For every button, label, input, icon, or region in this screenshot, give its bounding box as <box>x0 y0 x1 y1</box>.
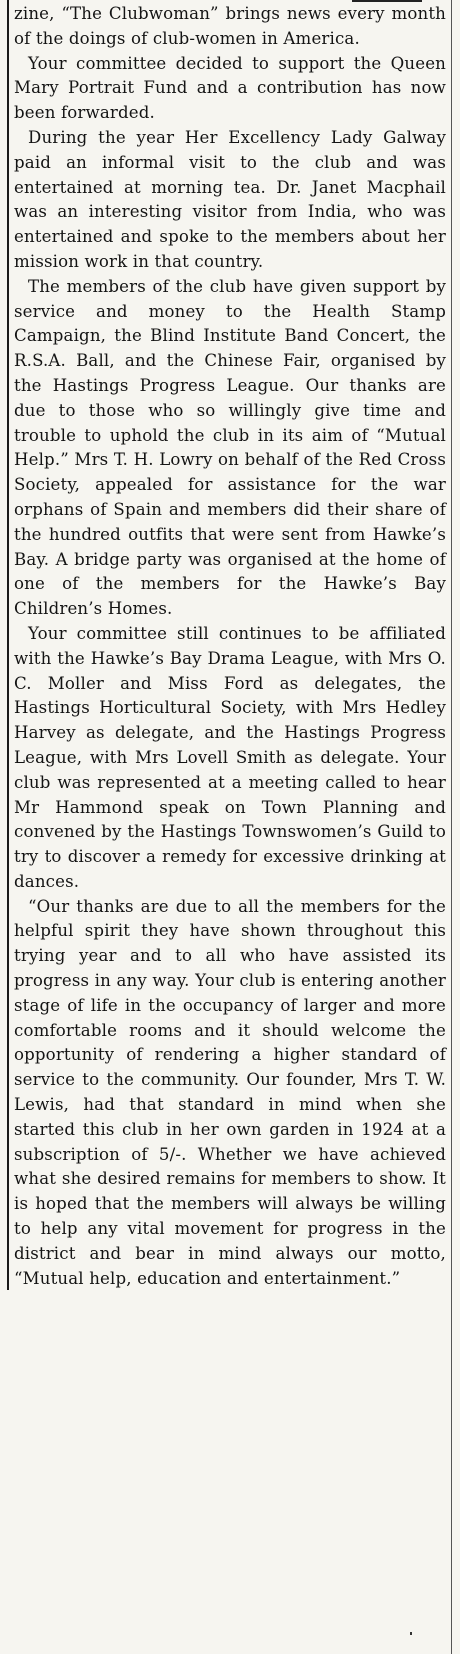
article-paragraph-4: The members of the club have given support by service and money to the Health Stamp Campaign, the Blind Institute Band Concert, the R.S.A. Ball, and the Chinese Fair, organised by the Hastings Progress League. Our thanks are due to those who so willingly give time and trouble to uphold the club in its aim of “Mutual Help.” Mrs T. H. Lowry on behalf of the Red Cross Society, appealed for assistance for the war orphans of Spain and members did their share of the hundred outfits that were sent from Hawke’s Bay. A bridge party was organised at the home of one of the members for the Hawke’s Bay Children’s Homes. <box>14 276 446 619</box>
left-column-rule <box>7 0 9 1290</box>
right-column-rule <box>451 0 452 1654</box>
article-paragraph-5: Your committee still continues to be affiliated with the Hawke’s Bay Drama League, with Mrs O. C. Moller and Miss Ford as delegates, the Hastings Horticultural Society, with Mrs Hedley Harvey as delegate, and the Hastings Progress League, with Mrs Lovell Smith as delegate. Your club was represented at a meeting called to hear Mr Hammond speak on Town Planning and convened by the Hastings Townswomen’s Guild to try to discover a remedy for excessive drinking at dances. <box>14 623 446 891</box>
article-paragraph-3: During the year Her Excellency Lady Galway paid an informal visit to the club and was entertained at morning tea. Dr. Janet Macphail was an interesting visitor from India, who was entertained and spoke to the members about her mission work in that country. <box>14 127 446 271</box>
article-body <box>14 2 446 1291</box>
article-paragraph-1: zine, “The Clubwoman” brings news every month of the doings of club-women in America. <box>14 4 446 48</box>
print-speck <box>410 1632 412 1635</box>
article-paragraph-2: Your committee decided to support the Queen Mary Portrait Fund and a contribution has now been forwarded. <box>14 53 446 123</box>
article-paragraph-6: “Our thanks are due to all the members for the helpful spirit they have shown throughout this trying year and to all who have assisted its progress in any way. Your club is entering another stage of life in the occupancy of larger and more comfortable rooms and it should welcome the opportunity of rendering a higher standard of service to the community. Our founder, Mrs T. W. Lewis, had that standard in mind when she started this club in her own garden in 1924 at a subscription of 5/-. Whether we have achieved what she desired remains for members to show. It is hoped that the members will always be willing to help any vital movement for progress in the district and bear in mind always our motto, “Mutual help, education and entertainment.” <box>14 896 446 1288</box>
